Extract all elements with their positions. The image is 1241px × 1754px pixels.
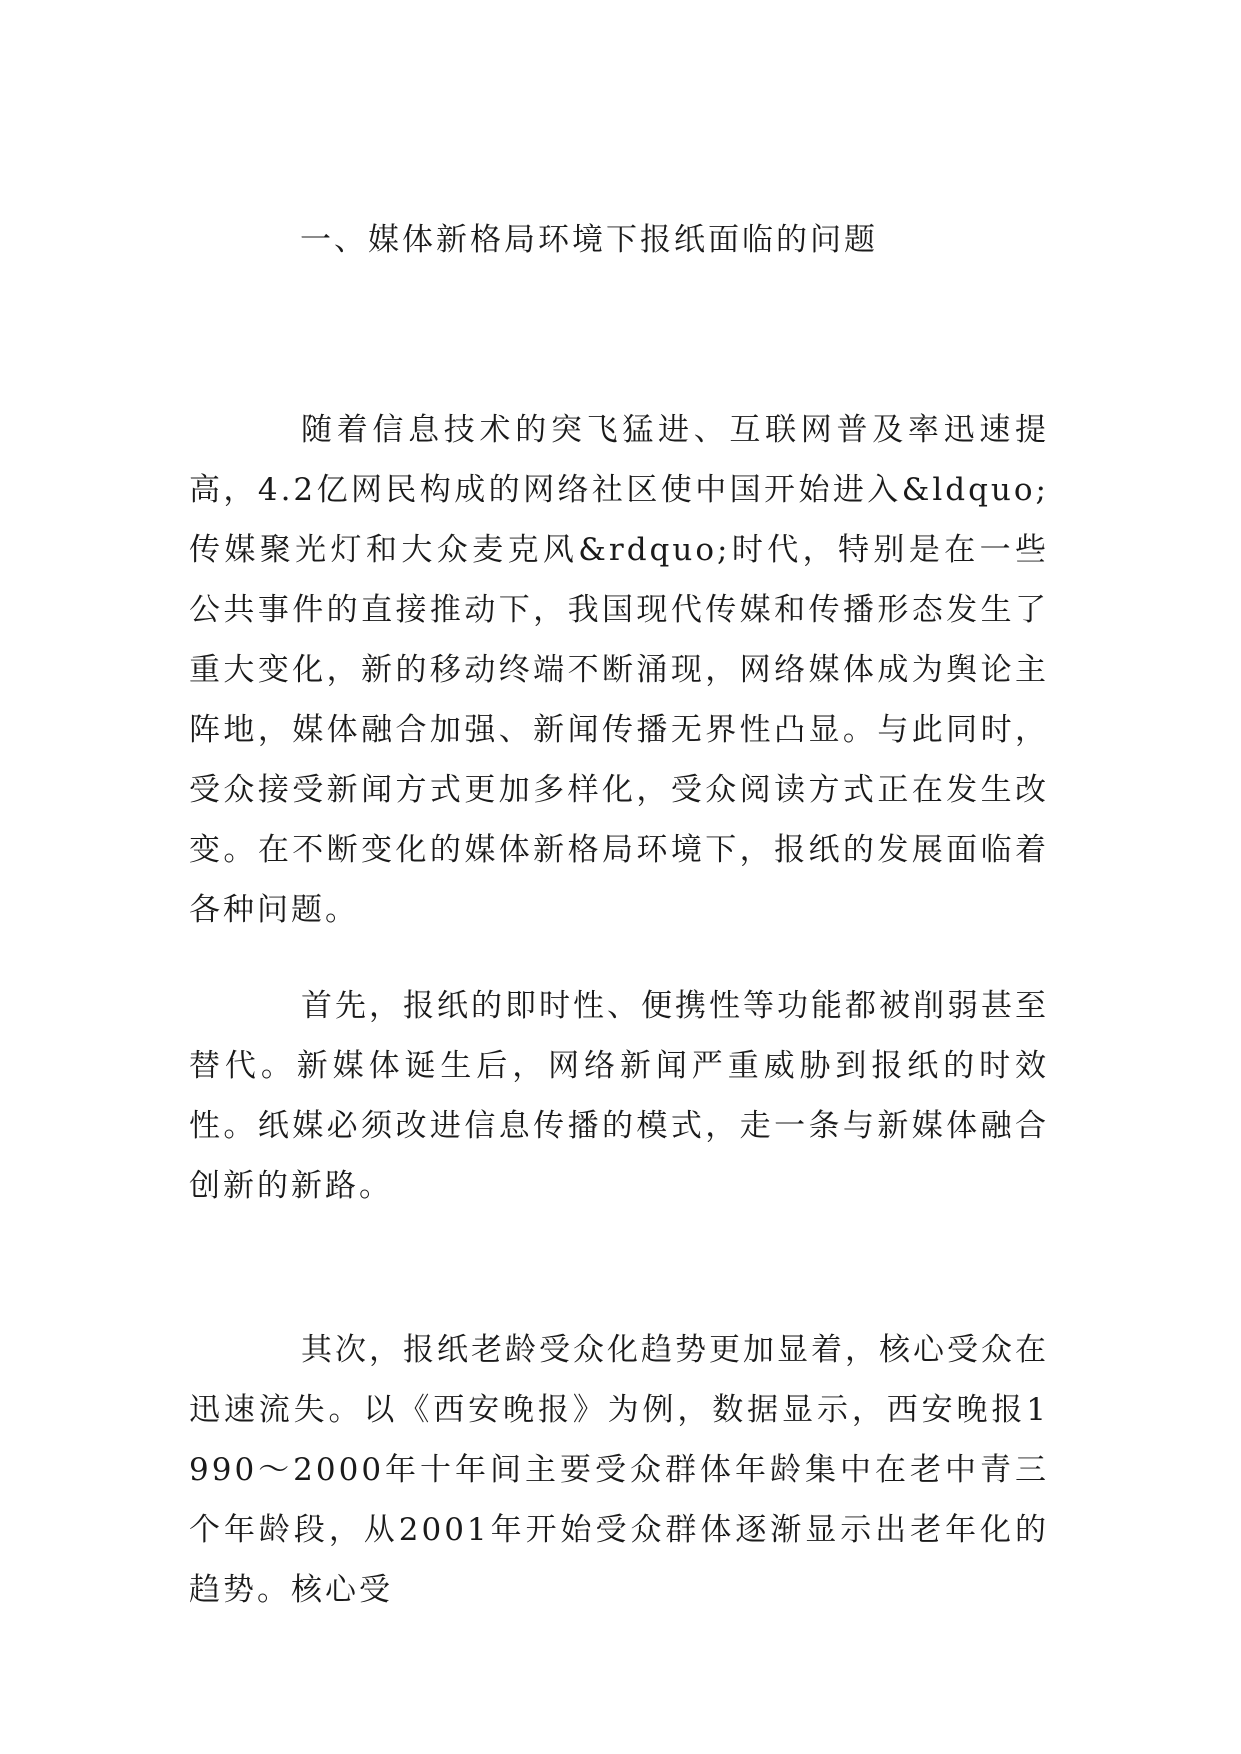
section-heading: 一、媒体新格局环境下报纸面临的问题 [300, 222, 878, 258]
paragraph-3: 其次，报纸老龄受众化趋势更加显着，核心受众在迅速流失。以《西安晚报》为例，数据显示，西安晚报1990～2000年十年间主要受众群体年龄集中在老中青三个年龄段，从2001年开始受众群体逐渐显示出老年化的趋势。核心受 [189, 1332, 1049, 1608]
paragraph-2: 首先，报纸的即时性、便携性等功能都被削弱甚至替代。新媒体诞生后，网络新闻严重威胁到报纸的时效性。纸媒必须改进信息传播的模式，走一条与新媒体融合创新的新路。 [189, 988, 1049, 1204]
paragraph-1: 随着信息技术的突飞猛进、互联网普及率迅速提高，4.2亿网民构成的网络社区使中国开始进入&ldquo;传媒聚光灯和大众麦克风&rdquo;时代，特别是在一些公共事件的直接推动下，我国现代传媒和传播形态发生了重大变化，新的移动终端不断涌现，网络媒体成为舆论主阵地，媒体融合加强、新闻传播无界性凸显。与此同时，受众接受新闻方式更加多样化，受众阅读方式正在发生改变。在不断变化的媒体新格局环境下，报纸的发展面临着各种问题。 [189, 412, 1049, 928]
